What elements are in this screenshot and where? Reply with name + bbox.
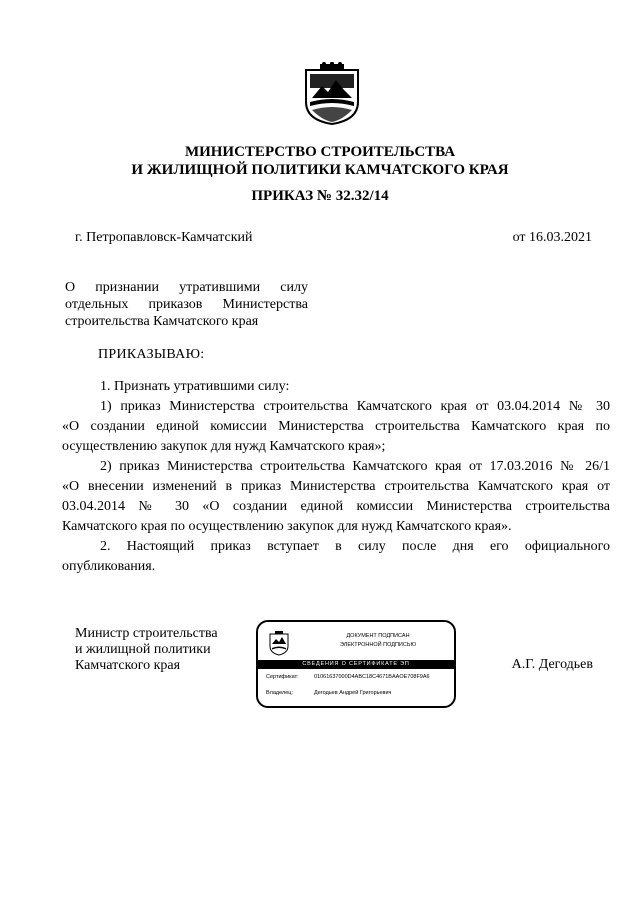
stamp-certificate-bar: СВЕДЕНИЯ О СЕРТИФИКАТЕ ЭП [258, 660, 454, 669]
signatory-title [75, 626, 218, 674]
certificate-label: Сертификат: [266, 674, 299, 680]
owner-value: Дегодьев Андрей Григорьевич [314, 690, 392, 696]
electronic-signature-stamp [256, 620, 456, 708]
body-line: 03.04.2014 № 30 «О создании единой комиссии Министерства строительства [62, 499, 610, 514]
body-line: 2) приказ Министерства строительства Камчатского края от 17.03.2016 № 26/1 [100, 459, 610, 474]
body-line: «О создании единой комиссии Министерства строительства Камчатского края по [62, 419, 610, 434]
document-place: г. Петропавловск-Камчатский [75, 230, 253, 245]
body-line: осуществлению закупок для нужд Камчатского края»; [62, 439, 386, 454]
signatory-title-line: Камчатского края [75, 658, 181, 673]
signatory-title-line: и жилищной политики [75, 642, 211, 657]
body-line: опубликования. [62, 559, 156, 574]
signatory-title-line: Министр строительства [75, 626, 218, 641]
certificate-value: 01061637000D4ABC18C4671BAAOE708F9A6 [314, 674, 430, 680]
body-line: 2. Настоящий приказ вступает в силу после дня его официального [100, 539, 610, 554]
ministry-name-line1: МИНИСТЕРСТВО СТРОИТЕЛЬСТВА [184, 144, 456, 160]
decree-word: ПРИКАЗЫВАЮ: [98, 347, 205, 362]
stamp-heading-line: ДОКУМЕНТ ПОДПИСАН [346, 633, 410, 639]
body-line: Камчатского края по осуществлению закупок для нужд Камчатского края». [62, 519, 512, 534]
order-number: ПРИКАЗ № 32.32/14 [251, 188, 389, 204]
owner-label: Владелец: [266, 690, 293, 696]
subject-line: отдельных приказов Министерства [65, 297, 308, 312]
subject-line: строительства Камчатского края [65, 314, 259, 329]
document-date: от 16.03.2021 [512, 230, 592, 245]
body-line: 1) приказ Министерства строительства Камчатского края от 03.04.2014 № 30 [100, 399, 610, 414]
ministry-name-line2: И ЖИЛИЩНОЙ ПОЛИТИКИ КАМЧАТСКОГО КРАЯ [131, 162, 509, 178]
coat-of-arms-kamchatka-icon [298, 62, 366, 126]
signatory-name: А.Г. Дегодьев [511, 657, 593, 672]
subject-line: О признании утратившими силу [65, 280, 308, 295]
order-body [62, 377, 610, 577]
stamp-heading-line: ЭЛЕКТРОННОЙ ПОДПИСЬЮ [339, 642, 417, 648]
body-line: «О внесении изменений в приказ Министерства строительства Камчатского края от [62, 479, 610, 494]
stamp-heading [318, 632, 438, 650]
body-line: 1. Признать утратившими силу: [100, 379, 290, 394]
coat-of-arms-small-icon [268, 630, 290, 656]
order-subject [65, 279, 308, 330]
